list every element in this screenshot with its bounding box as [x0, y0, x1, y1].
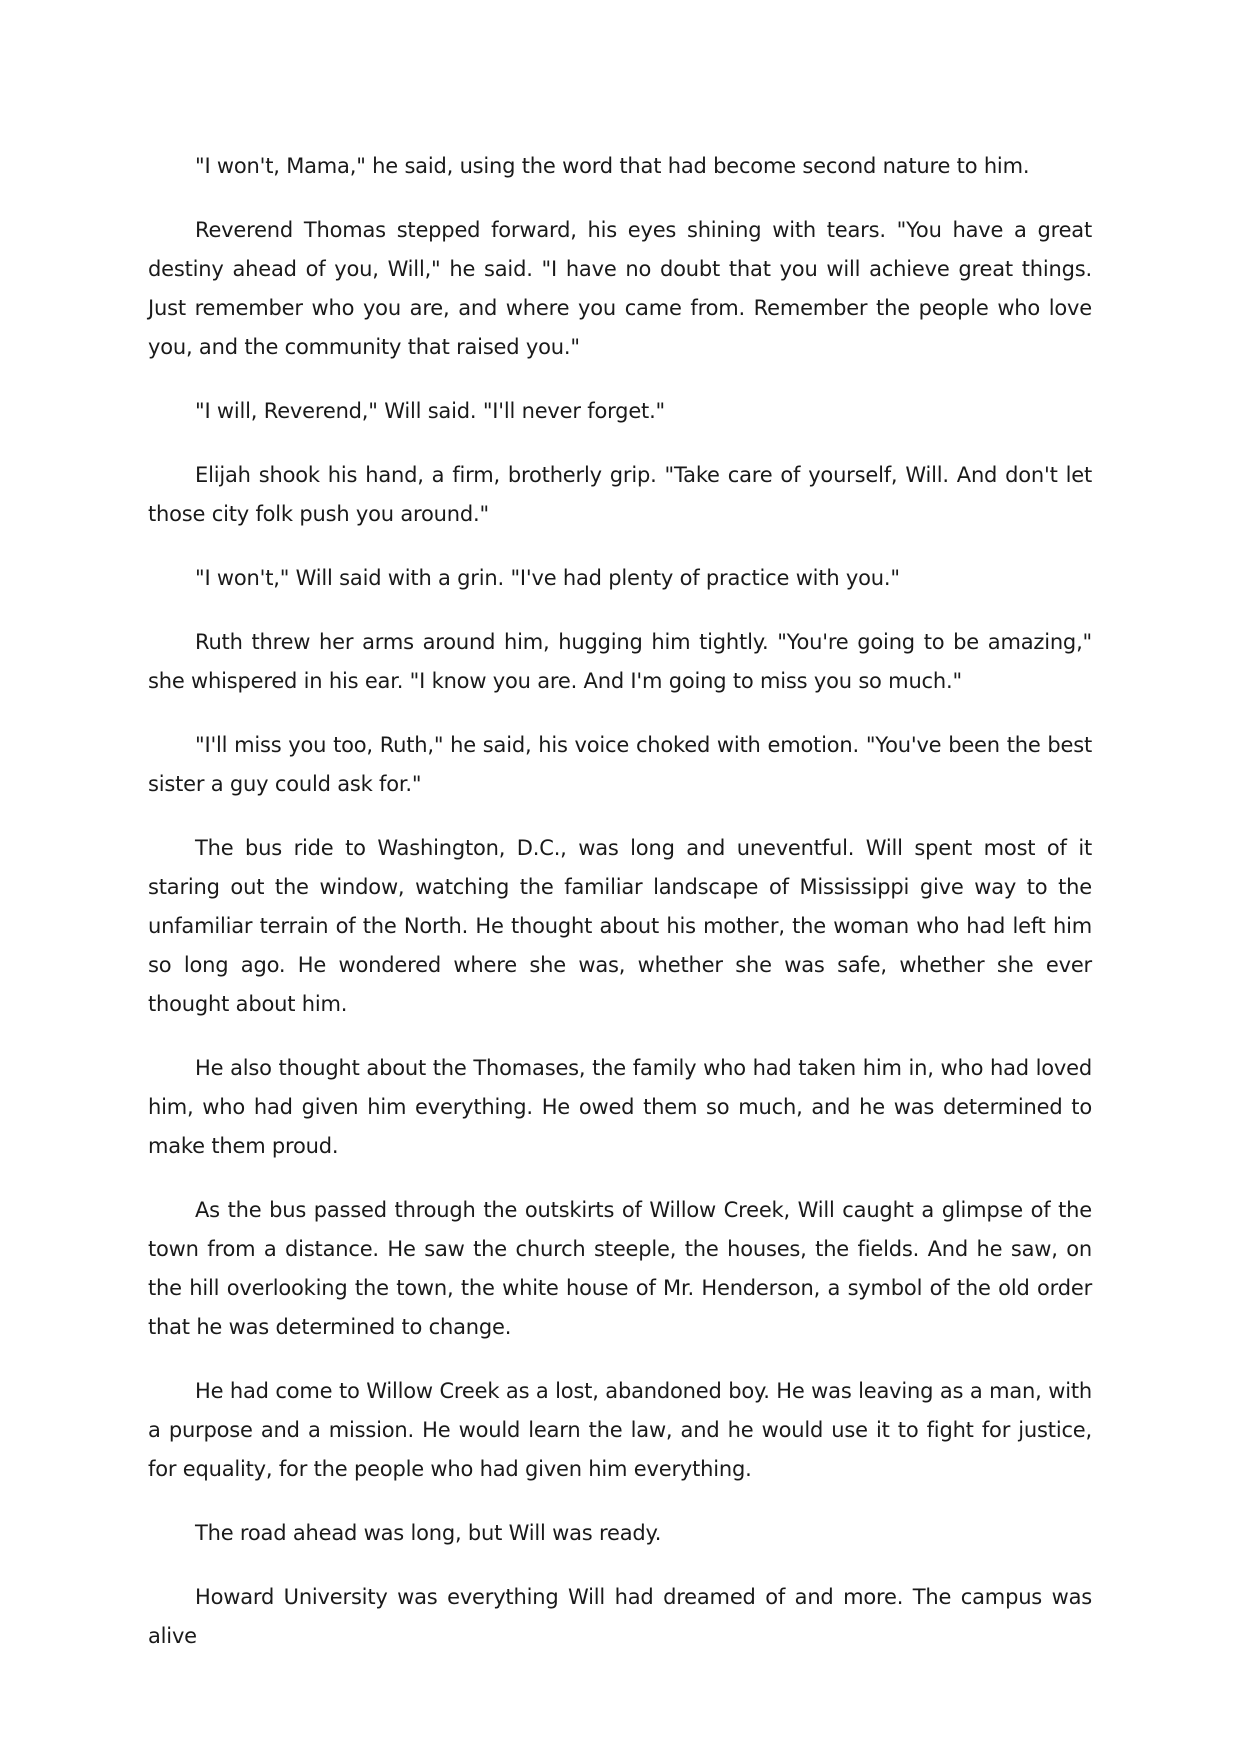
paragraph: Howard University was everything Will had dreamed of and more. The campus was alive	[148, 1585, 1092, 1648]
paragraph: Elijah shook his hand, a firm, brotherly grip. "Take care of yourself, Will. And don't let those city folk push you around."	[148, 463, 1092, 526]
paragraph: "I'll miss you too, Ruth," he said, his voice choked with emotion. "You've been the best sister a guy could ask for."	[148, 733, 1092, 796]
paragraph: Reverend Thomas stepped forward, his eyes shining with tears. "You have a great destiny ahead of you, Will," he said. "I have no doubt that you will achieve great things. Just remember who you are, and where you came from. Remember the people who love you, and the community that raised you."	[148, 218, 1092, 359]
paragraph: The bus ride to Washington, D.C., was long and uneventful. Will spent most of it staring out the window, watching the familiar landscape of Mississippi give way to the unfamiliar terrain of the North. He thought about his mother, the woman who had left him so long ago. He wondered where she was, whether she was safe, whether she ever thought about him.	[148, 836, 1092, 1016]
document-page	[148, 147, 1092, 1681]
paragraph: The road ahead was long, but Will was ready.	[195, 1521, 662, 1545]
paragraph: "I won't," Will said with a grin. "I've had plenty of practice with you."	[195, 566, 900, 590]
paragraph: Ruth threw her arms around him, hugging him tightly. "You're going to be amazing," she whispered in his ear. "I know you are. And I'm going to miss you so much."	[148, 630, 1092, 693]
paragraph: He had come to Willow Creek as a lost, abandoned boy. He was leaving as a man, with a purpose and a mission. He would learn the law, and he would use it to fight for justice, for equality, for the people who had given him everything.	[148, 1379, 1092, 1481]
paragraph: "I will, Reverend," Will said. "I'll never forget."	[195, 399, 666, 423]
paragraph: He also thought about the Thomases, the family who had taken him in, who had loved him, who had given him everything. He owed them so much, and he was determined to make them proud.	[148, 1056, 1092, 1158]
paragraph: "I won't, Mama," he said, using the word that had become second nature to him.	[195, 154, 1030, 178]
paragraph: As the bus passed through the outskirts of Willow Creek, Will caught a glimpse of the town from a distance. He saw the church steeple, the houses, the fields. And he saw, on the hill overlooking the town, the white house of Mr. Henderson, a symbol of the old order that he was determined to change.	[148, 1198, 1092, 1339]
